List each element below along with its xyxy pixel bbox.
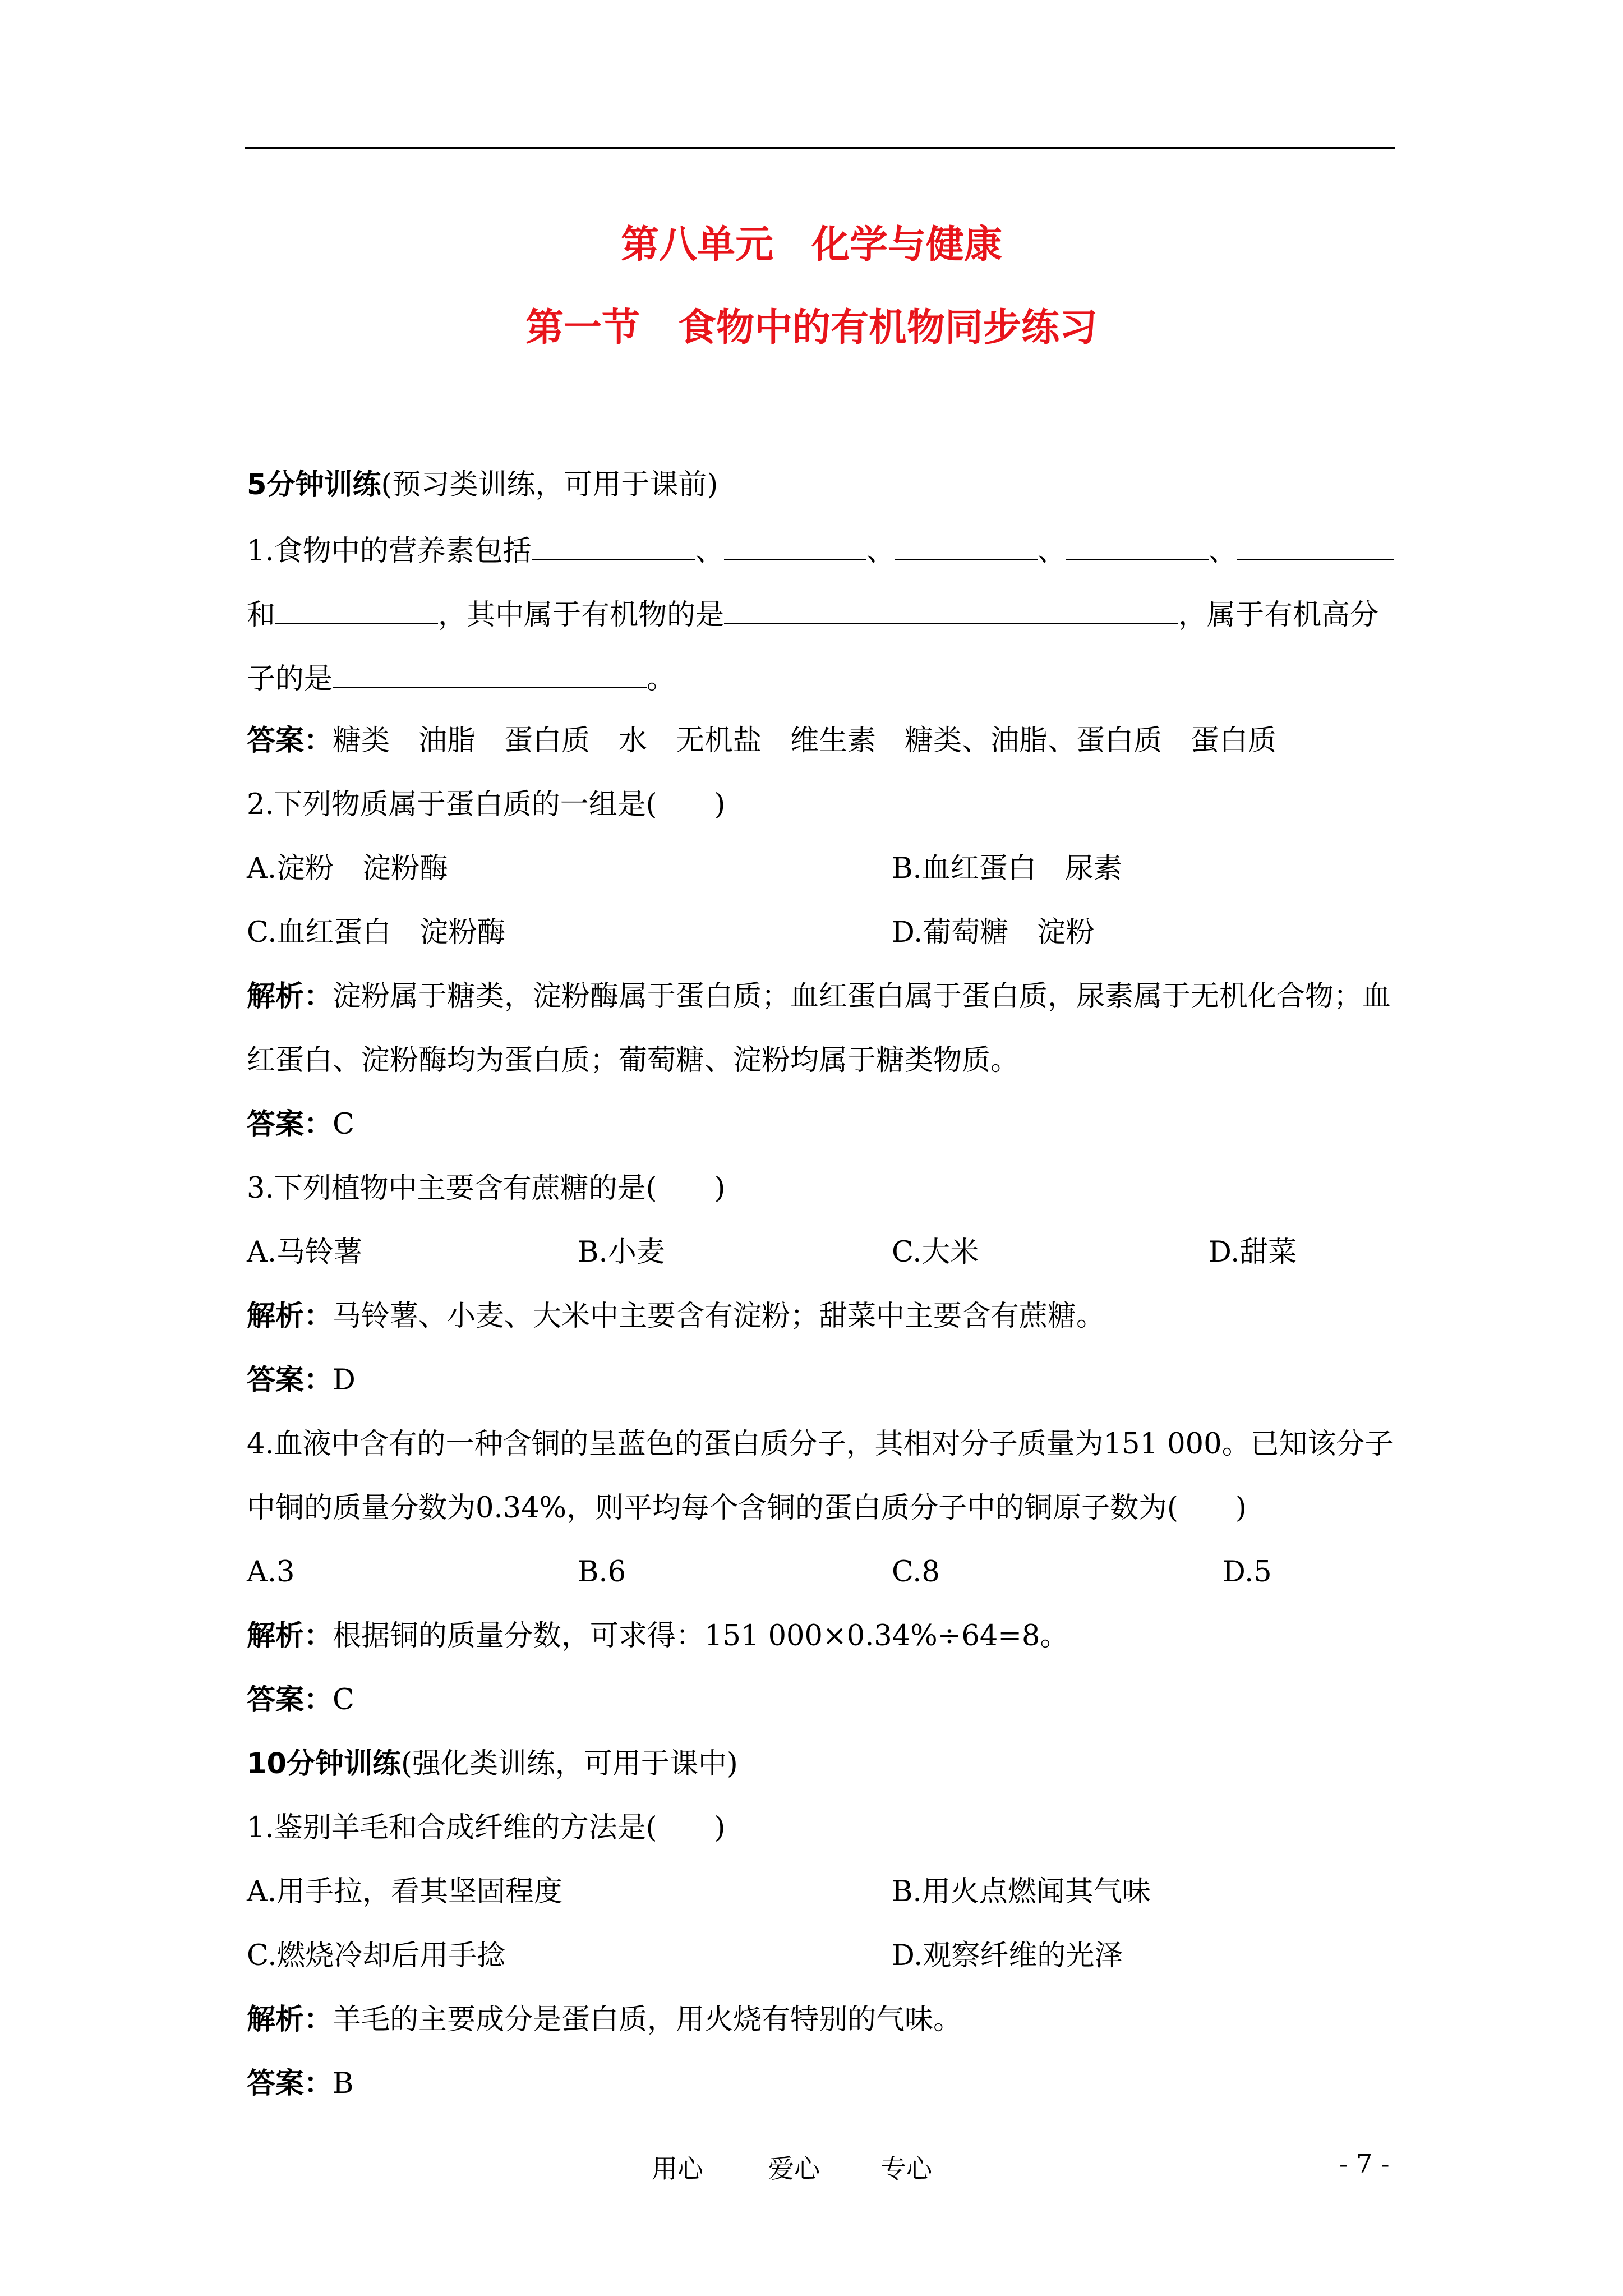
q1-answer	[247, 721, 1276, 761]
q1-blank-2	[724, 530, 866, 560]
q3-option-b: B.小麦	[578, 1236, 665, 1269]
q2-option-a: A.淀粉 淀粉酶	[247, 852, 449, 885]
q4-answer-label: 答案：	[247, 1683, 333, 1717]
q3-analysis	[247, 1297, 1105, 1336]
q4-analysis-label: 解析：	[247, 1619, 333, 1653]
q1-blank-3	[895, 530, 1038, 560]
section-title: 第一节 食物中的有机物同步练习	[525, 306, 1098, 350]
q1-text-e: 子的是	[247, 662, 333, 696]
q3-option-d: D.甜菜	[1209, 1236, 1297, 1269]
q5-answer-text: B	[333, 2067, 354, 2100]
footer-word-1: 用心	[652, 2154, 703, 2184]
q4-option-c: C.8	[892, 1556, 940, 1589]
q2-analysis-text: 淀粉属于糖类，淀粉酶属于蛋白质；血红蛋白属于蛋白质，尿素属于无机化合物；血	[333, 980, 1391, 1013]
part1-heading	[247, 466, 718, 505]
q3-option-a: A.马铃薯	[247, 1236, 363, 1269]
q1-blank-1	[532, 530, 695, 560]
q1-sep-4: 、	[1208, 535, 1237, 568]
q1-sep-1: 、	[695, 535, 724, 568]
q5-option-b: B.用火点燃闻其气味	[892, 1875, 1151, 1908]
q3-analysis-text: 马铃薯、小麦、大米中主要含有淀粉；甜菜中主要含有蔗糖。	[333, 1300, 1105, 1333]
q1-blank-7	[724, 593, 1178, 624]
q3-answer-text: D	[333, 1364, 356, 1397]
q1-text-c: ，其中属于有机物的是	[438, 599, 725, 632]
q2-option-d: D.葡萄糖 淀粉	[892, 916, 1095, 949]
q1-answer-text: 糖类 油脂 蛋白质 水 无机盐 维生素 糖类、油脂、蛋白质 蛋白质	[333, 724, 1277, 757]
q5-analysis	[247, 2000, 962, 2040]
footer-word-2: 爱心	[768, 2154, 820, 2184]
q4-analysis-text: 根据铜的质量分数，可求得：151 000×0.34%÷64=8。	[333, 1619, 1069, 1653]
q1-answer-label: 答案：	[247, 724, 333, 757]
q1-line3	[247, 657, 675, 699]
q1-blank-4	[1066, 530, 1209, 560]
q1-sep-3: 、	[1037, 535, 1066, 568]
q2-answer-text: C	[333, 1108, 355, 1141]
part2-heading-note: (强化类训练，可用于课中)	[400, 1747, 738, 1780]
q2-analysis-label: 解析：	[247, 980, 333, 1013]
q4-answer	[247, 1681, 354, 1720]
part2-heading	[247, 1745, 738, 1784]
header-rule	[245, 147, 1395, 149]
footer-word-3: 专心	[880, 2154, 932, 2184]
q1-blank-5	[1237, 530, 1394, 560]
q5-answer-label: 答案：	[247, 2067, 333, 2100]
q1-text-a: 1.食物中的营养素包括	[247, 535, 532, 568]
q2-stem: 2.下列物质属于蛋白质的一组是( )	[247, 788, 726, 821]
q2-option-c: C.血红蛋白 淀粉酶	[247, 916, 506, 949]
q1-line1	[247, 530, 1394, 571]
q2-analysis-line2: 红蛋白、淀粉酶均为蛋白质；葡萄糖、淀粉均属于糖类物质。	[247, 1044, 1020, 1077]
q2-analysis-line1	[247, 977, 1391, 1016]
q3-stem: 3.下列植物中主要含有蔗糖的是( )	[247, 1172, 726, 1205]
part2-heading-label: 10分钟训练	[247, 1747, 401, 1780]
q1-sep-2: 、	[866, 535, 895, 568]
q3-option-c: C.大米	[892, 1236, 979, 1269]
q1-text-d: ，属于有机高分	[1178, 599, 1379, 632]
q3-answer	[247, 1361, 356, 1400]
q4-stem-line2: 中铜的质量分数为0.34%，则平均每个含铜的蛋白质分子中的铜原子数为( )	[247, 1492, 1247, 1525]
q2-option-b: B.血红蛋白 尿素	[892, 852, 1122, 885]
q5-option-d: D.观察纤维的光泽	[892, 1939, 1123, 1972]
q4-option-b: B.6	[578, 1556, 626, 1589]
q5-option-a: A.用手拉，看其坚固程度	[247, 1875, 563, 1908]
page-number: - 7 -	[1339, 2148, 1390, 2179]
q4-option-d: D.5	[1223, 1556, 1272, 1589]
q4-answer-text: C	[333, 1683, 355, 1717]
q2-answer	[247, 1105, 354, 1144]
q5-analysis-text: 羊毛的主要成分是蛋白质，用火烧有特别的气味。	[333, 2003, 962, 2036]
q3-answer-label: 答案：	[247, 1364, 333, 1397]
q4-analysis	[247, 1617, 1068, 1656]
q1-text-b: 和	[247, 599, 276, 632]
part1-heading-note: (预习类训练，可用于课前)	[381, 468, 718, 501]
q3-analysis-label: 解析：	[247, 1300, 333, 1333]
q5-answer	[247, 2064, 354, 2104]
q1-blank-6	[275, 593, 438, 624]
unit-title: 第八单元 化学与健康	[620, 223, 1002, 267]
q5-option-c: C.燃烧冷却后用手捻	[247, 1939, 506, 1972]
q2-answer-label: 答案：	[247, 1108, 333, 1141]
q1-blank-8	[333, 657, 647, 688]
q1-line2	[247, 593, 1378, 635]
q5-analysis-label: 解析：	[247, 2003, 333, 2036]
part1-heading-label: 5分钟训练	[247, 468, 381, 501]
q4-stem-line1: 4.血液中含有的一种含铜的呈蓝色的蛋白质分子，其相对分子质量为151 000。已知该分子	[247, 1428, 1394, 1461]
q5-stem: 1.鉴别羊毛和合成纤维的方法是( )	[247, 1811, 726, 1844]
q4-option-a: A.3	[247, 1556, 295, 1589]
q1-text-f: 。	[647, 662, 676, 696]
